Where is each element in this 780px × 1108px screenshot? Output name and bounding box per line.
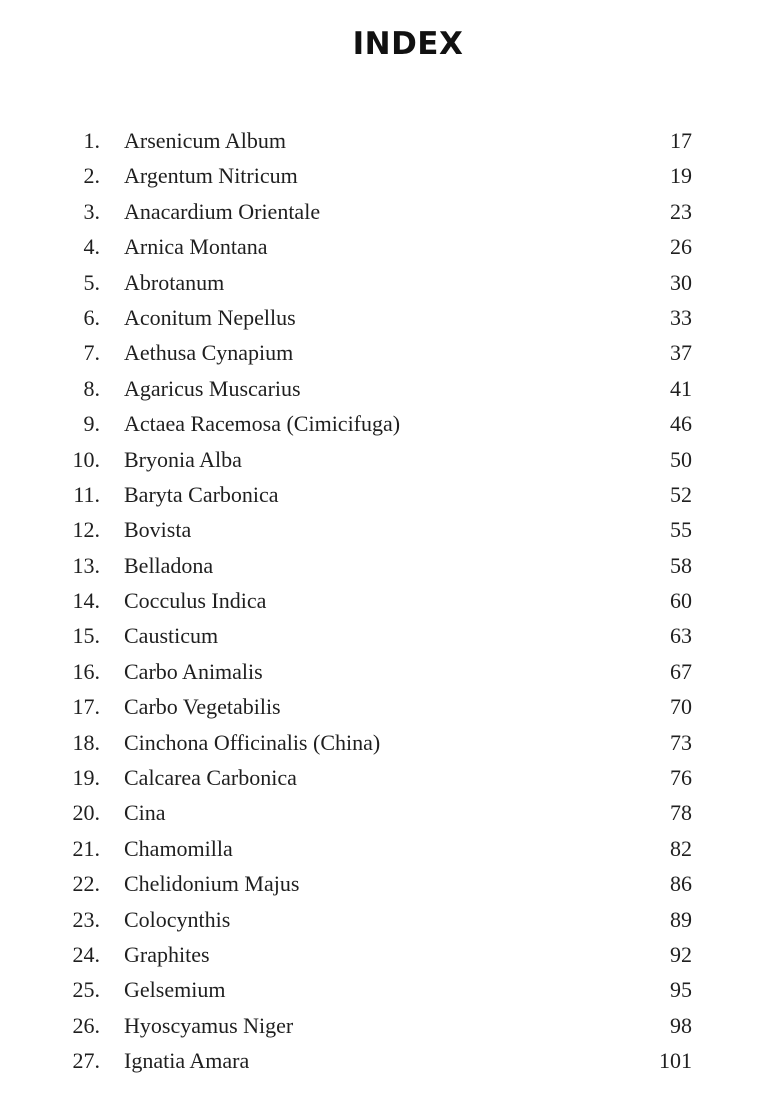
- entry-number: 2.: [83, 163, 100, 189]
- index-entry: [0, 335, 780, 370]
- entry-name: Colocynthis: [124, 906, 231, 932]
- entry-name: Cina: [124, 800, 166, 826]
- index-entry: [0, 406, 780, 441]
- entry-name: Chelidonium Majus: [124, 871, 300, 897]
- entry-name: Arnica Montana: [124, 234, 268, 260]
- entry-number: 21.: [72, 835, 100, 861]
- index-entry: [0, 795, 780, 830]
- entry-number: 7.: [83, 340, 100, 366]
- entry-name: Abrotanum: [124, 269, 225, 295]
- entry-page-number: 52: [670, 481, 692, 507]
- index-entry: [0, 442, 780, 477]
- entry-page-number: 78: [670, 800, 692, 826]
- entry-page-number: 76: [670, 765, 692, 791]
- entry-name: Aconitum Nepellus: [124, 304, 296, 330]
- entry-number: 5.: [83, 269, 100, 295]
- index-entry: [0, 937, 780, 972]
- index-entry: [0, 371, 780, 406]
- entry-page-number: 95: [670, 977, 692, 1003]
- index-entry: [0, 229, 780, 264]
- entry-number: 25.: [72, 977, 100, 1003]
- entry-page-number: 55: [670, 517, 692, 543]
- index-entry: [0, 725, 780, 760]
- entry-name: Bovista: [124, 517, 192, 543]
- index-entry: [0, 477, 780, 512]
- index-entry: [0, 689, 780, 724]
- index-entry: [0, 1008, 780, 1043]
- entry-name: Cocculus Indica: [124, 588, 267, 614]
- entry-page-number: 19: [670, 163, 692, 189]
- entry-page-number: 98: [670, 1012, 692, 1038]
- index-list: [0, 123, 780, 1079]
- entry-name: Ignatia Amara: [124, 1048, 250, 1074]
- entry-name: Arsenicum Album: [124, 128, 286, 153]
- entry-name: Actaea Racemosa (Cimicifuga): [124, 411, 401, 437]
- entry-page-number: 23: [670, 198, 692, 224]
- entry-page-number: 73: [670, 729, 692, 755]
- entry-number: 1.: [83, 128, 100, 153]
- entry-name: Agaricus Muscarius: [124, 375, 301, 401]
- entry-number: 23.: [72, 906, 100, 932]
- index-entry: [0, 972, 780, 1007]
- entry-name: Bryonia Alba: [124, 446, 242, 472]
- entry-number: 20.: [72, 800, 100, 826]
- entry-page-number: 82: [670, 835, 692, 861]
- index-entry: [0, 866, 780, 901]
- entry-number: 9.: [83, 411, 100, 437]
- entry-number: 19.: [72, 765, 100, 791]
- entry-number: 27.: [72, 1048, 100, 1074]
- entry-number: 16.: [72, 658, 100, 684]
- index-entry: [0, 194, 780, 229]
- entry-page-number: 33: [670, 304, 692, 330]
- entry-number: 22.: [72, 871, 100, 897]
- entry-number: 17.: [72, 694, 100, 720]
- entry-page-number: 50: [670, 446, 692, 472]
- entry-number: 10.: [72, 446, 100, 472]
- entry-name: Cinchona Officinalis (China): [124, 729, 381, 755]
- entry-page-number: 67: [670, 658, 692, 684]
- entry-name: Argentum Nitricum: [124, 163, 298, 189]
- index-entry: [0, 512, 780, 547]
- entry-number: 11.: [73, 481, 100, 507]
- entry-number: 14.: [72, 588, 100, 614]
- entry-name: Causticum: [124, 623, 219, 649]
- entry-name: Calcarea Carbonica: [124, 765, 297, 791]
- index-entry: [0, 902, 780, 937]
- entry-name: Baryta Carbonica: [124, 481, 279, 507]
- entry-page-number: 70: [670, 694, 692, 720]
- entry-page-number: 60: [670, 588, 692, 614]
- entry-number: 26.: [72, 1012, 100, 1038]
- index-entry: [0, 548, 780, 583]
- index-entry: [0, 158, 780, 193]
- entry-name: Belladona: [124, 552, 214, 578]
- entry-number: 13.: [72, 552, 100, 578]
- entry-number: 4.: [83, 234, 100, 260]
- entry-name: Carbo Animalis: [124, 658, 263, 684]
- entry-page-number: 92: [670, 941, 692, 967]
- entry-page-number: 46: [670, 411, 692, 437]
- entry-name: Gelsemium: [124, 977, 226, 1003]
- index-entry: [0, 831, 780, 866]
- entry-number: 18.: [72, 729, 100, 755]
- index-entry: [0, 265, 780, 300]
- entry-page-number: 37: [670, 340, 692, 366]
- index-entry: [0, 760, 780, 795]
- entry-number: 8.: [83, 375, 100, 401]
- entry-name: Anacardium Orientale: [124, 198, 321, 224]
- entry-page-number: 101: [659, 1048, 692, 1074]
- entry-number: 3.: [83, 198, 100, 224]
- entry-name: Hyoscyamus Niger: [124, 1012, 294, 1038]
- page-title: INDEX: [352, 26, 464, 62]
- index-entry: [0, 300, 780, 335]
- entry-page-number: 86: [670, 871, 692, 897]
- entry-number: 15.: [72, 623, 100, 649]
- entry-number: 12.: [72, 517, 100, 543]
- index-entry: [0, 1043, 780, 1078]
- entry-page-number: 17: [670, 128, 692, 153]
- entry-name: Carbo Vegetabilis: [124, 694, 281, 720]
- index-entry: [0, 583, 780, 618]
- entry-page-number: 26: [670, 234, 692, 260]
- entry-name: Graphites: [124, 941, 210, 967]
- entry-page-number: 58: [670, 552, 692, 578]
- entry-number: 24.: [72, 941, 100, 967]
- entry-page-number: 30: [670, 269, 692, 295]
- entry-page-number: 63: [670, 623, 692, 649]
- entry-page-number: 41: [670, 375, 692, 401]
- entry-name: Chamomilla: [124, 835, 233, 861]
- entry-number: 6.: [83, 304, 100, 330]
- entry-page-number: 89: [670, 906, 692, 932]
- entry-name: Aethusa Cynapium: [124, 340, 294, 366]
- index-entry: [0, 654, 780, 689]
- index-entry: [0, 618, 780, 653]
- index-entry: [0, 123, 780, 158]
